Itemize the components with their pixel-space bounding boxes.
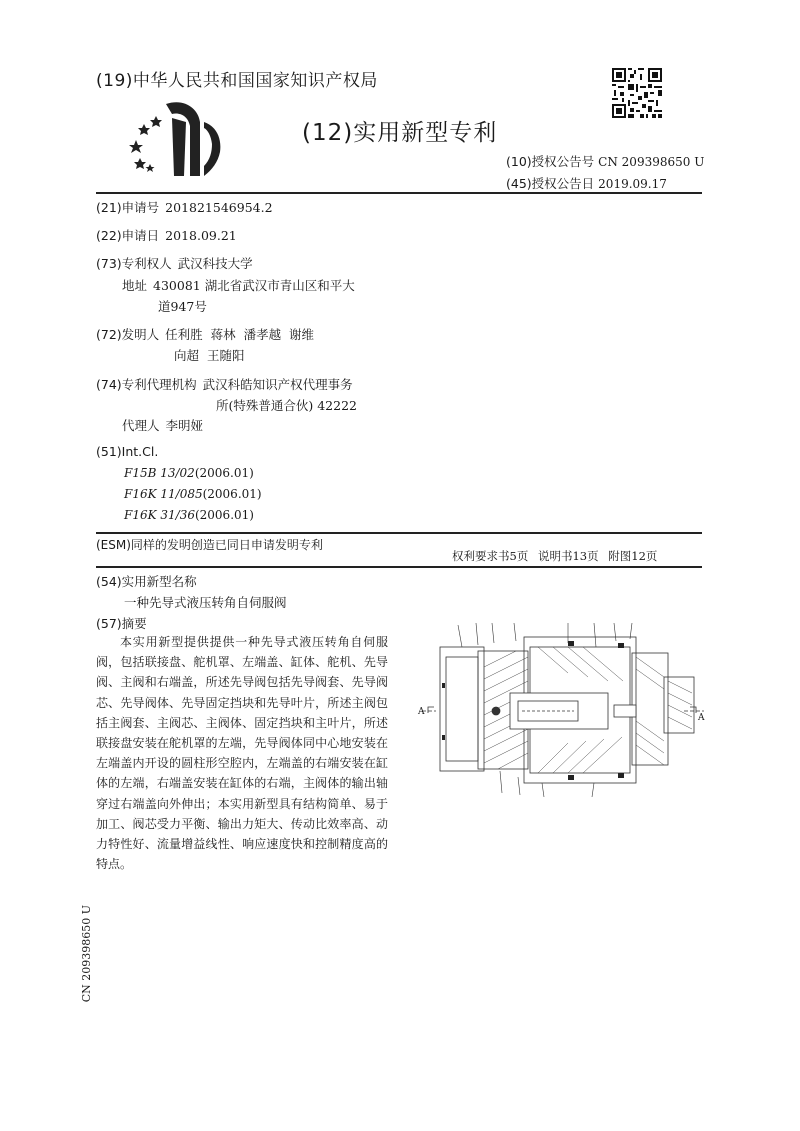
biblio-divider — [96, 532, 702, 534]
header-divider — [96, 192, 702, 194]
application-date: (22)申请日 2018.09.21 — [96, 228, 237, 243]
ipc-classification: F16K 11/085(2006.01) — [124, 487, 262, 501]
inventors-line2: 向超 王随阳 — [174, 348, 245, 363]
section-divider — [96, 566, 702, 568]
utility-model-title-label: (54)实用新型名称 — [96, 574, 197, 589]
side-publication-number: CN 209398650 U — [80, 905, 93, 1003]
patentee: (73)专利权人 武汉科技大学 — [96, 256, 253, 271]
esm-note: (ESM)同样的发明创造已同日申请发明专利 — [96, 538, 323, 552]
page-counts: 权利要求书5页 说明书13页 附图12页 — [452, 549, 658, 563]
inventors: (72)发明人 任利胜 蒋林 潘孝越 谢维 — [96, 327, 315, 342]
valve-cross-section-drawing — [418, 617, 708, 802]
abstract-text: 本实用新型提供提供一种先导式液压转角自伺服阀，包括联接盘、舵机罩、左端盖、缸体、舵机、先导阀、主阀和右端盖，所述先导阀包括先导阀套、先导阀芯、先导阀体、先导固定挡块和先导叶片，所述主阀包括主阀套、主阀芯、主阀体、固定挡块和主叶片，所述联接盘安装在舵机罩的左端，先导阀体同中心地安装在左端盖内开设的圆柱形空腔内，左端盖的右端安装在缸体的左端，右端盖安装在缸体的右端，主阀体的输出轴穿过右端盖向外伸出；本实用新型具有结构简单、易于加工、阀芯受力平衡、输出力矩大、传动比效率高、动力特性好、流量增益线性、响应速度快和控制精度高的特点。 — [96, 635, 388, 872]
qr-code-icon — [612, 68, 662, 118]
document-type-title: (12)实用新型专利 — [302, 120, 498, 146]
abstract-label: (57)摘要 — [96, 616, 147, 631]
section-marker-right: A — [698, 713, 705, 723]
address: 地址 430081 湖北省武汉市青山区和平大 — [122, 278, 355, 293]
patent-agency: (74)专利代理机构 武汉科皓知识产权代理事务 — [96, 377, 353, 392]
issuing-office: (19)中华人民共和国国家知识产权局 — [96, 71, 378, 91]
cnipa-emblem-icon — [126, 92, 232, 182]
section-marker-left: A — [418, 707, 425, 717]
ipc-classification: F15B 13/02(2006.01) — [124, 466, 254, 480]
utility-model-title: 一种先导式液压转角自伺服阀 — [124, 595, 287, 610]
agent: 代理人 李明娅 — [122, 418, 204, 433]
ipc-classification: F16K 31/36(2006.01) — [124, 508, 254, 522]
patent-agency-line2: 所(特殊普通合伙) 42222 — [216, 398, 357, 413]
publication-number: (10)授权公告号 CN 209398650 U — [506, 154, 705, 169]
publication-date: (45)授权公告日 2019.09.17 — [506, 176, 667, 191]
application-number: (21)申请号 201821546954.2 — [96, 200, 273, 215]
address-line2: 道947号 — [158, 299, 207, 314]
int-cl-label: (51)Int.Cl. — [96, 444, 159, 459]
